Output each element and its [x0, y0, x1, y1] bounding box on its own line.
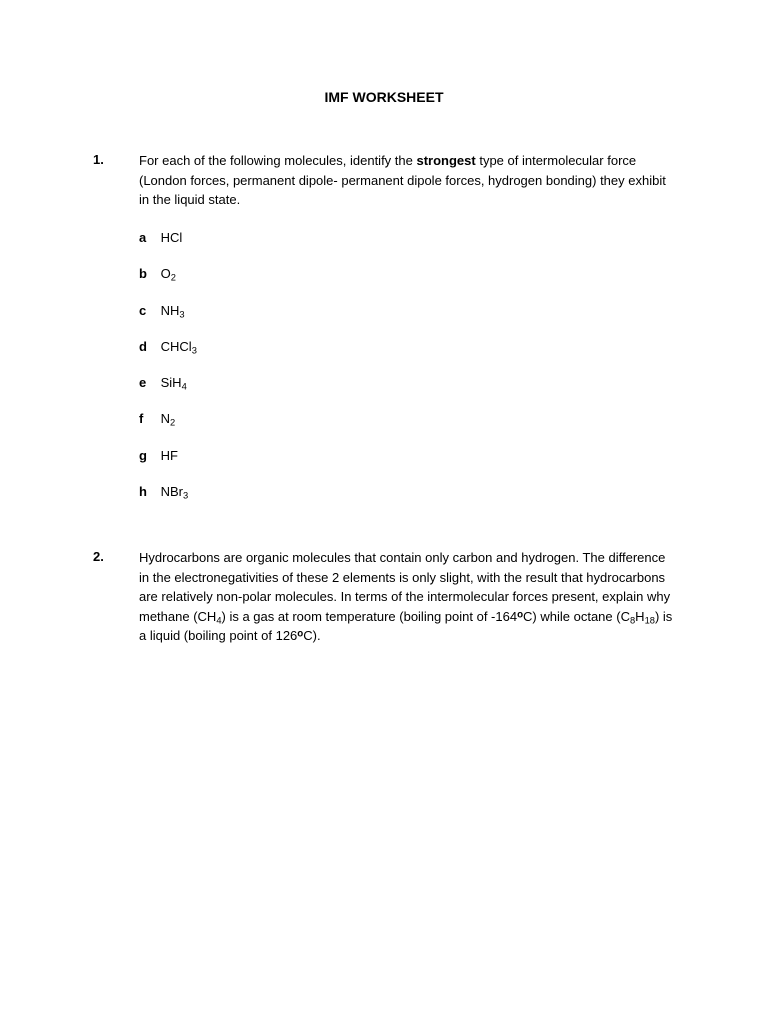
- item-letter: e: [139, 375, 147, 391]
- item-letter: c: [139, 302, 147, 318]
- question-1-text-part-a: For each of the following molecules, identify the: [139, 153, 417, 168]
- page-title: IMF WORKSHEET: [324, 89, 444, 105]
- list-item: [139, 373, 197, 409]
- list-item: [139, 482, 197, 518]
- question-1-emphasis: strongest: [416, 153, 476, 168]
- item-letter: d: [139, 338, 147, 354]
- question-2-text: Hydrocarbons are organic molecules that contain only carbon and hydrogen. The difference in the electronegativities of these 2 elements is only slight, with the result that hydrocarbons are relatively non-polar molecules. In terms of the intermolecular forces present, explain why methane $(CH_4)$ is a gas at room temperature (boiling point of -164$^o$C) while octane $(C_8H_{18})$ is a liquid (boiling point of 126$^o$C).: [139, 550, 673, 643]
- molecule-list: [139, 228, 197, 518]
- molecule-formula: $NH_3$: [160, 302, 185, 319]
- molecule-formula: SiH$_4$: [160, 375, 187, 392]
- molecule-formula: $N_2$: [160, 411, 176, 428]
- item-letter: h: [139, 484, 147, 500]
- list-item: [139, 301, 197, 337]
- question-2-number: 2.: [93, 549, 104, 564]
- list-item: [139, 446, 197, 482]
- question-1-number: 1.: [93, 152, 104, 167]
- molecule-formula: CHCl$_3$: [160, 338, 197, 356]
- question-1-text: [139, 151, 679, 210]
- list-item: [139, 228, 197, 264]
- list-item: [139, 337, 197, 373]
- item-letter: f: [139, 411, 144, 427]
- molecule-formula: $O_2$: [160, 266, 176, 283]
- molecule-formula: HF: [160, 447, 178, 463]
- question-1-text-part-b: type of intermolecular force (London forces, permanent dipole- permanent dipole forces, hydrogen bonding) they exhibit in the liquid state.: [139, 153, 666, 207]
- item-letter: b: [139, 266, 147, 282]
- list-item: [139, 264, 197, 300]
- item-letter: a: [139, 230, 147, 245]
- list-item: [139, 409, 197, 445]
- molecule-formula: HCl: [160, 230, 183, 245]
- item-letter: g: [139, 447, 147, 463]
- molecule-formula: NBr$_3$: [160, 484, 189, 501]
